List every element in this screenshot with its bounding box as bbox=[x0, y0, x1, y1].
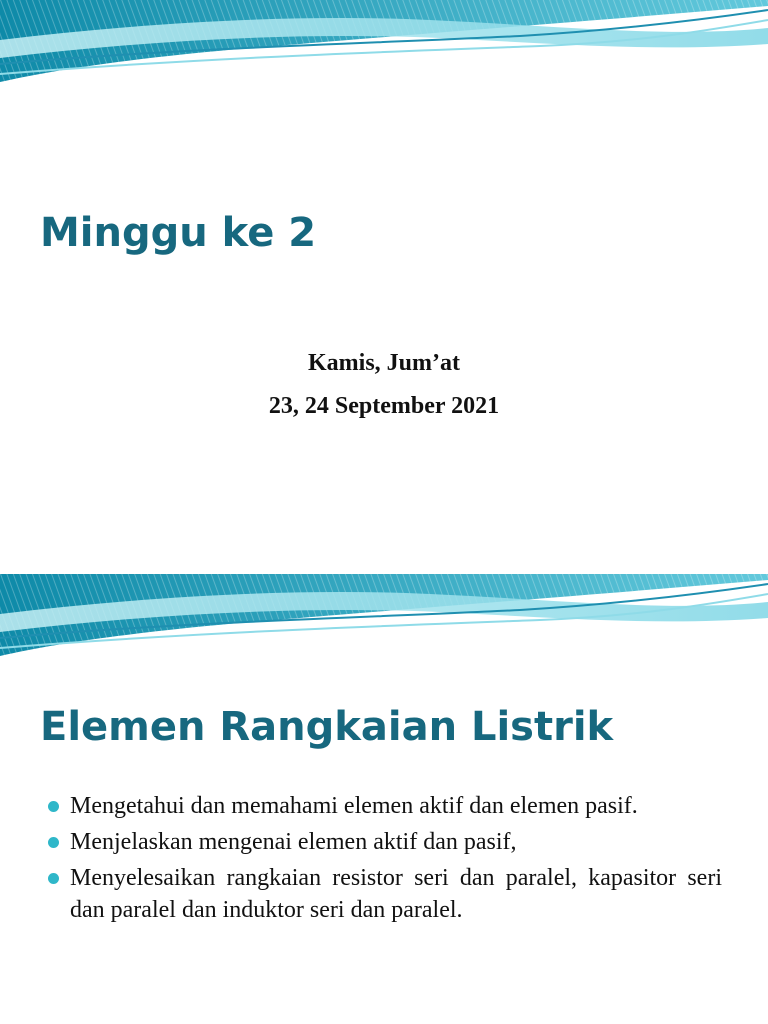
bullet-list bbox=[48, 790, 722, 930]
wave-decoration bbox=[0, 0, 768, 90]
bullet-icon bbox=[48, 801, 59, 812]
list-item bbox=[48, 862, 722, 926]
bullet-icon bbox=[48, 837, 59, 848]
slide-2 bbox=[0, 574, 768, 1024]
slide-subtitle-days: Kamis, Jum’at bbox=[308, 350, 460, 376]
bullet-text: Mengetahui dan memahami elemen aktif dan elemen pasif. bbox=[70, 793, 638, 819]
bullet-icon bbox=[48, 873, 59, 884]
bullet-text: Menyelesaikan rangkaian resistor seri dan paralel, kapasitor seri dan paralel dan induktor seri dan paralel. bbox=[70, 865, 722, 923]
list-item bbox=[48, 826, 722, 858]
bullet-text: Menjelaskan mengenai elemen aktif dan pasif, bbox=[70, 829, 517, 855]
wave-decoration bbox=[0, 574, 768, 664]
list-item bbox=[48, 790, 722, 822]
slide-title: Elemen Rangkaian Listrik bbox=[40, 704, 614, 750]
slide-title: Minggu ke 2 bbox=[40, 210, 317, 256]
slide-subtitle-date: 23, 24 September 2021 bbox=[268, 393, 500, 419]
